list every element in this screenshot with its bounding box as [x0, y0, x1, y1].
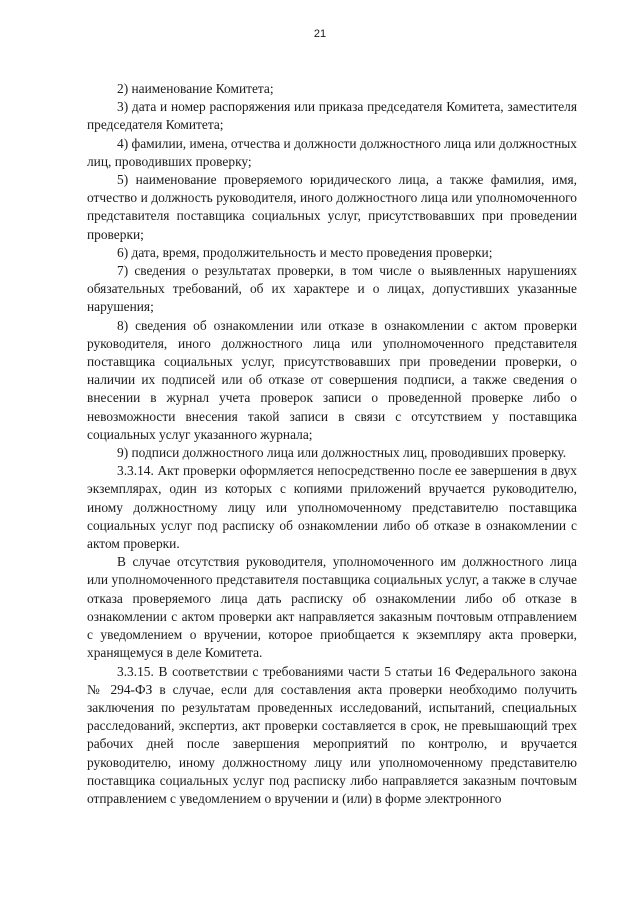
paragraph-item-7: 7) сведения о результатах проверки, в том числе о выявленных нарушениях обязательных требований, об их характере и о лицах, допустивших указанные нарушения;: [87, 263, 577, 315]
paragraph-item-2: 2) наименование Комитета;: [117, 81, 274, 96]
paragraph-item-6: 6) дата, время, продолжительность и место проведения проверки;: [117, 244, 493, 260]
paragraph-item-3: 3) дата и номер распоряжения или приказа председателя Комитета, заместителя председателя Комитета;: [87, 99, 577, 133]
paragraph-item-8: 8) сведения об ознакомлении или отказе в ознакомлении с актом проверки руководителя, иного должностного лица или уполномоченного представителя поставщика социальных услуг, присутствовавших при проведении проверки, о наличии их подписей или об отказе от совершения подписи, а также сведения о внесении в журнал учета проверок записи о проведенной проверке либо о невозможности внесения такой записи в связи с отсутствием у поставщика социальных услуг указанного журнала;: [87, 317, 577, 442]
paragraph-3-3-14: 3.3.14. Акт проверки оформляется непосредственно после ее завершения в двух экземплярах, один из которых с копиями приложений вручается руководителю, иному должностному лицу или уполномоченному представителю поставщика социальных услуг под расписку об ознакомлении либо об отказе в ознакомлении с актом проверки.: [87, 463, 577, 552]
page-number: 21: [313, 28, 327, 40]
paragraph-item-9: 9) подписи должностного лица или должностных лиц, проводивших проверку.: [117, 445, 567, 461]
paragraph-absence-case: В случае отсутствия руководителя, уполномоченного им должностного лица или уполномоченного представителя поставщика социальных услуг, а также в случае отказа проверяемого лица дать расписку об ознакомлении либо об отказе в ознакомлении с актом проверки акт направляется заказным почтовым отправлением с уведомлением о вручении, которое приобщается к экземпляру акта проверки, хранящемуся в деле Комитета.: [87, 554, 577, 661]
paragraph-item-4: 4) фамилии, имена, отчества и должности должностного лица или должностных лиц, проводивших проверку;: [87, 135, 577, 169]
paragraph-3-3-15: 3.3.15. В соответствии с требованиями части 5 статьи 16 Федерального закона № 294-ФЗ в случае, если для составления акта проверки необходимо получить заключения по результатам проведенных исследований, испытаний, специальных расследований, экспертиз, акт проверки составляется в срок, не превышающий трех рабочих дней после завершения мероприятий по контролю, и вручается руководителю, иному должностному лицу или уполномоченному представителю поставщика социальных услуг под расписку либо направляется заказным почтовым отправлением с уведомлением о вручении и (или) в форме электронного: [87, 663, 577, 806]
paragraph-item-5: 5) наименование проверяемого юридического лица, а также фамилия, имя, отчество и должность руководителя, иного должностного лица или уполномоченного представителя поставщика социальных услуг, присутствовавших при проведении проверки;: [87, 172, 577, 242]
document-body: [87, 80, 577, 808]
